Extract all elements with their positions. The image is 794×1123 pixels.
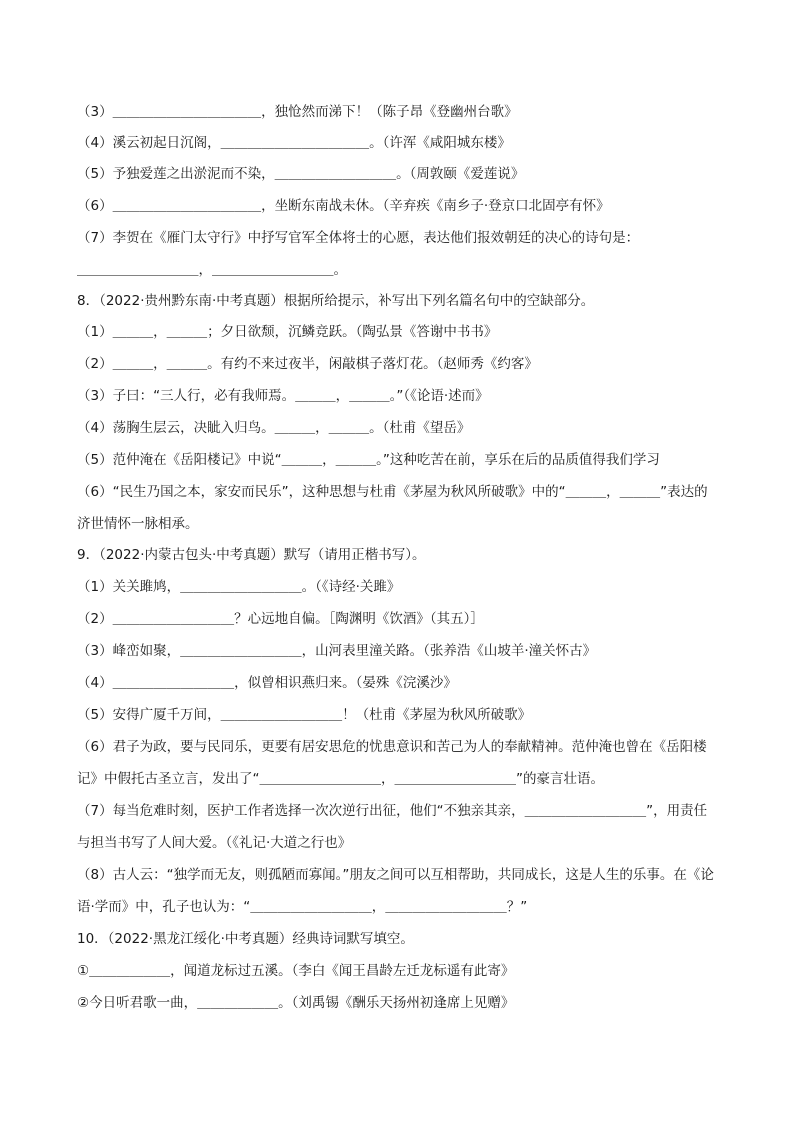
question-9-item-2: （2）＿＿＿＿＿＿＿＿＿？心远地自偏。［陶渊明《饮酒》（其五）］ — [77, 611, 484, 627]
question-10-heading: 10．（2022·黑龙江绥化·中考真题）经典诗词默写填空。 — [77, 931, 414, 947]
question-10-item-2: ②今日听君歌一曲，＿＿＿＿＿＿。（刘禹锡《酬乐天扬州初逢席上见赠》 — [77, 995, 515, 1011]
question-9-item-8-cont: 语·学而》中，孔子也认为：“＿＿＿＿＿＿＿＿＿，＿＿＿＿＿＿＿＿＿？” — [77, 899, 528, 915]
question-9-item-6-cont: 记》中假托古圣立言，发出了“＿＿＿＿＿＿＿＿＿，＿＿＿＿＿＿＿＿＿”的豪言壮语。 — [77, 771, 604, 787]
question-10-item-1: ①＿＿＿＿＿＿，闻道龙标过五溪。（李白《闻王昌龄左迁龙标遥有此寄》 — [77, 963, 515, 979]
question-7-item-6: （6）＿＿＿＿＿＿＿＿＿＿＿，坐断东南战未休。（辛弃疾《南乡子·登京口北固亭有怀》 — [77, 198, 610, 214]
question-9-item-6: （6）君子为政，要与民同乐，更要有居安思危的忧患意识和苦己为人的奉献精神。范仲淹也曾在《岳阳楼 — [77, 739, 707, 755]
question-8-item-5: （5）范仲淹在《岳阳楼记》中说“＿＿＿，＿＿＿。”这种吃苦在前，享乐在后的品质值得我们学习 — [77, 452, 660, 468]
question-9-item-7-cont: 与担当书写了人间大爱。（《礼记·大道之行也》 — [77, 835, 352, 851]
question-8-heading: 8．（2022·贵州黔东南·中考真题）根据所给提示，补写出下列名篇名句中的空缺部分。 — [77, 293, 595, 309]
question-8-item-4: （4）荡胸生层云，决眦入归鸟。＿＿＿，＿＿＿。（杜甫《望岳》 — [77, 420, 471, 436]
question-9-item-8: （8）古人云：“独学而无友，则孤陋而寡闻。”朋友之间可以互相帮助，共同成长，这是人生的乐事。在《论 — [77, 867, 714, 883]
question-9-item-1: （1）关关雎鸠，＿＿＿＿＿＿＿＿＿。（《诗经·关雎》 — [77, 579, 401, 595]
question-9-item-7: （7）每当危难时刻，医护工作者选择一次次逆行出征，他们“不独亲其亲，＿＿＿＿＿＿＿＿＿”，用责任 — [77, 803, 708, 819]
question-7-item-7: （7）李贺在《雁门太守行》中抒写官军全体将士的心愿，表达他们报效朝廷的决心的诗句是： — [77, 230, 640, 246]
question-8-item-6: （6）“民生乃国之本，家安而民乐”，这种思想与杜甫《茅屋为秋风所破歌》中的“＿＿＿，＿＿＿”表达的 — [77, 484, 708, 500]
question-8-item-1: （1）＿＿＿，＿＿＿；夕日欲颓，沉鳞竞跃。（陶弘景《答谢中书书》 — [77, 324, 498, 340]
question-9-heading: 9．（2022·内蒙古包头·中考真题）默写（请用正楷书写）。 — [77, 547, 426, 563]
question-9-item-5: （5）安得广厦千万间，＿＿＿＿＿＿＿＿＿！（杜甫《茅屋为秋风所破歌》 — [77, 707, 532, 723]
question-9-item-3: （3）峰峦如聚，＿＿＿＿＿＿＿＿＿，山河表里潼关路。（张养浩《山坡羊·潼关怀古》 — [77, 643, 597, 659]
question-7-item-7-answer: ＿＿＿＿＿＿＿＿＿，＿＿＿＿＿＿＿＿＿。 — [77, 262, 347, 278]
question-7-item-4: （4）溪云初起日沉阁，＿＿＿＿＿＿＿＿＿＿＿。（许浑《咸阳城东楼》 — [77, 135, 511, 151]
question-8-item-3: （3）子曰：“三人行，必有我师焉。＿＿＿，＿＿＿。”（《论语·述而》 — [77, 388, 489, 404]
question-8-item-6-cont: 济世情怀一脉相承。 — [77, 516, 199, 532]
question-8-item-2: （2）＿＿＿，＿＿＿。有约不来过夜半，闲敲棋子落灯花。（赵师秀《约客》 — [77, 356, 538, 372]
question-7-item-5: （5）予独爱莲之出淤泥而不染，＿＿＿＿＿＿＿＿＿。（周敦颐《爱莲说》 — [77, 166, 525, 182]
question-7-item-3: （3）＿＿＿＿＿＿＿＿＿＿＿，独怆然而涕下！（陈子昂《登幽州台歌》 — [77, 104, 518, 120]
question-9-item-4: （4）＿＿＿＿＿＿＿＿＿，似曾相识燕归来。（晏殊《浣溪沙》 — [77, 675, 457, 691]
